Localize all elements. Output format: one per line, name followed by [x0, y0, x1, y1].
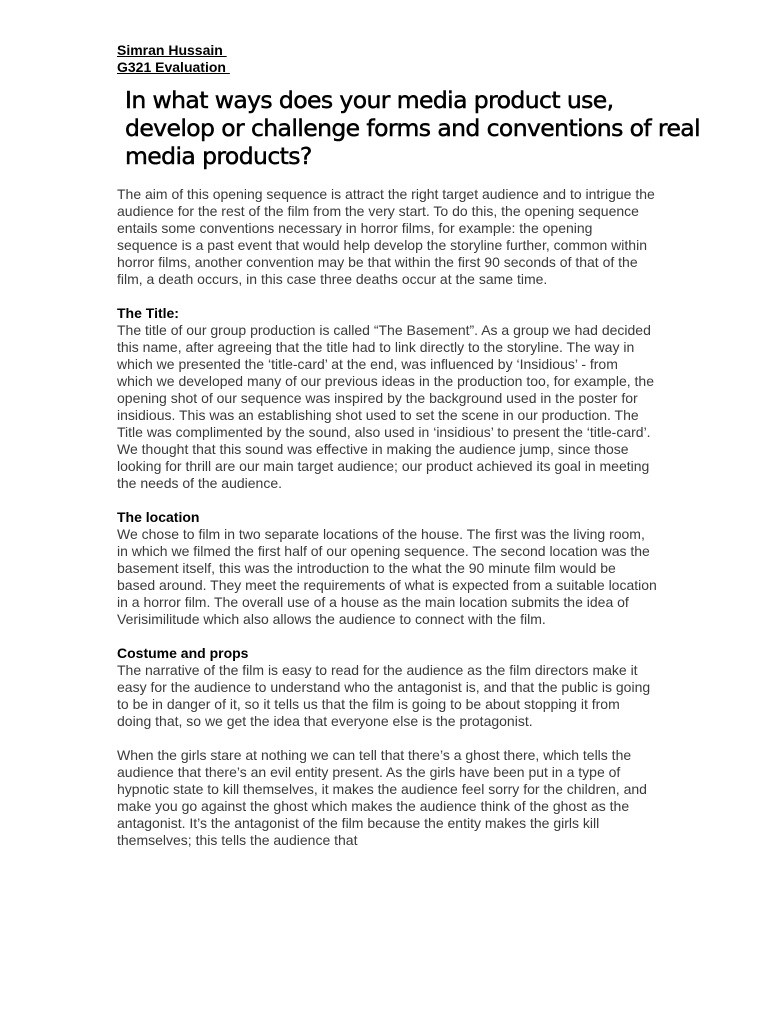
section-heading-location: The location [117, 509, 200, 525]
document-body [117, 186, 657, 849]
section-heading-costume: Costume and props [117, 645, 249, 661]
paragraph-spacer [117, 288, 657, 305]
costume-paragraph: The narrative of the film is easy to read for the audience as the film directors make it easy for the audience to understand who the antagonist is, and that the public is going to be in danger of it, so it tells us that the film is going to be about stopping it from doing that, so we get the idea that everyone else is the protagonist. [117, 662, 651, 729]
document-header [117, 42, 230, 76]
section-heading-title: The Title: [117, 305, 179, 321]
course-code: G321 Evaluation [117, 59, 230, 75]
document-title: In what ways does your media product use, develop or challenge forms and conventions of real media products? [125, 86, 701, 170]
paragraph-spacer [117, 628, 657, 645]
location-paragraph: We chose to film in two separate locations of the house. The first was the living room, in which we filmed the first half of our opening sequence. The second location was the basement itself, this was the introduction to the what the 90 minute film would be based around. They meet the requirements of what is expected from a suitable location in a horror film. The overall use of a house as the main location submits the idea of Verisimilitude which also allows the audience to connect with the film. [117, 526, 657, 627]
paragraph-spacer [117, 492, 657, 509]
costume-paragraph-2: When the girls stare at nothing we can tell that there’s a ghost there, which tells the audience that there’s an evil entity present. As the girls have been put in a type of hypnotic state to kill themselves, it makes the audience feel sorry for the children, and make you go against the ghost which makes the audience think of the ghost as the antagonist. It’s the antagonist of the film because the entity makes the girls kill themselves; this tells the audience that [117, 747, 647, 848]
paragraph-spacer [117, 730, 657, 747]
title-paragraph: The title of our group production is called “The Basement”. As a group we had decided this name, after agreeing that the title had to link directly to the storyline. The way in which we presented the ‘title-card’ at the end, was influenced by ‘Insidious’ - from which we developed many of our previous ideas in the production too, for example, the opening shot of our sequence was inspired by the background used in the poster for insidious. This was an establishing shot used to set the scene in our production. The Title was complimented by the sound, also used in ‘insidious’ to present the ‘title-card’. We thought that this sound was effective in making the audience jump, since those looking for thrill are our main target audience; our product achieved its goal in meeting the needs of the audience. [117, 322, 654, 491]
intro-paragraph: The aim of this opening sequence is attract the right target audience and to intrigue the audience for the rest of the film from the very start. To do this, the opening sequence entails some conventions necessary in horror films, for example: the opening sequence is a past event that would help develop the storyline further, common within horror films, another convention may be that within the first 90 seconds of that of the film, a death occurs, in this case three deaths occur at the same time. [117, 186, 655, 287]
author-name: Simran Hussain [117, 42, 227, 58]
